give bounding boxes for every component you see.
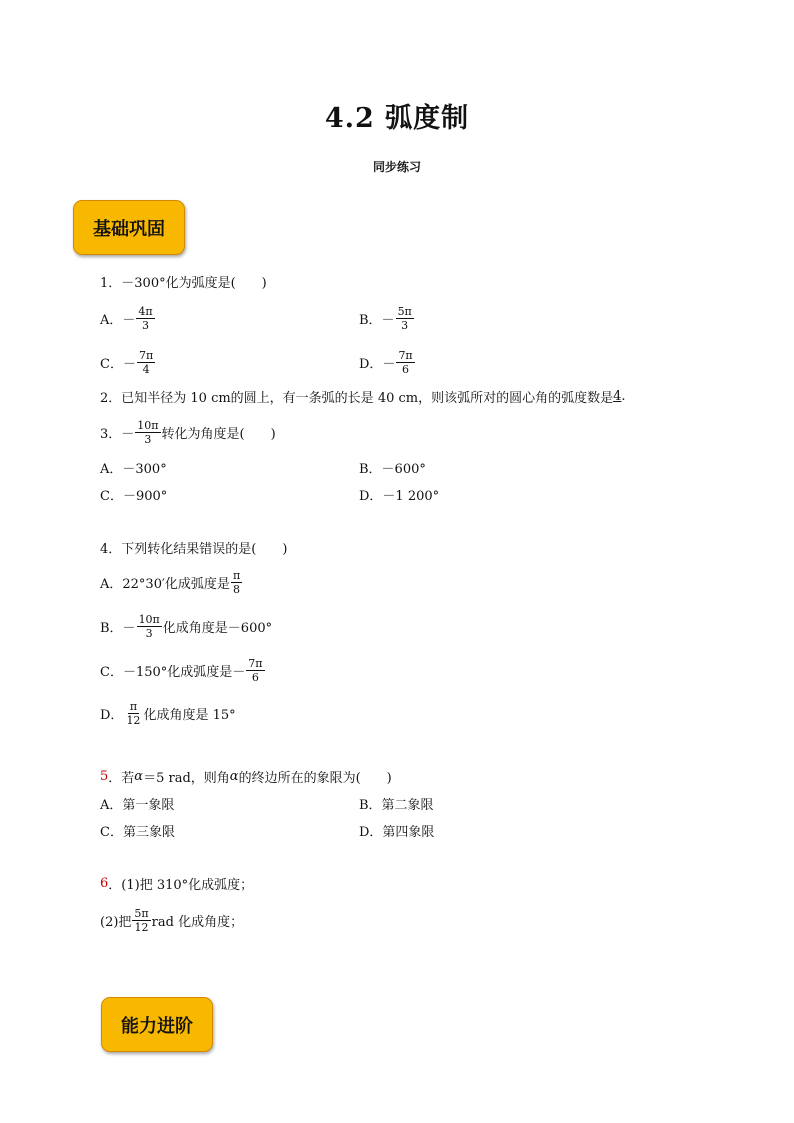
q2-stem: 2．已知半径为 10 cm的圆上，有一条弧的长是 40 cm，则该弧所对的圆心角的弧度数是 4 . <box>100 388 626 406</box>
q1-stem: 1．－300°化为弧度是( ) <box>100 275 267 291</box>
q3-option-b: B．－600° <box>359 461 426 477</box>
fraction: $\frac{10\pi}{3}$ <box>137 418 159 446</box>
q4-stem: 4．下列转化结果错误的是( ) <box>100 541 288 557</box>
fraction: $\frac{7\pi}{4}$ <box>138 348 154 376</box>
fraction: $\frac{4\pi}{3}$ <box>138 304 153 332</box>
q1-option-d: D．－ $\frac{7\pi}{6}$ <box>359 348 413 376</box>
q5-option-b: B．第二象限 <box>359 797 434 813</box>
fraction: $\frac{5\pi}{12}$ <box>134 906 149 934</box>
q4-option-b: B．－ $\frac{10\pi}{3}$ 化成角度是－600° <box>100 612 273 640</box>
q6-part2: (2)把 $\frac{5\pi}{12}$ rad 化成角度； <box>100 906 244 934</box>
q6-part1: 6 ．(1)把 310°化成弧度； <box>100 875 254 893</box>
q3-option-c: C．－900° <box>100 488 168 504</box>
q5-option-d: D．第四象限 <box>359 824 435 840</box>
fraction: $\frac{\pi}{8}$ <box>232 568 241 596</box>
q2-answer: 4 <box>613 388 622 404</box>
q5-option-a: A．第一象限 <box>100 797 175 813</box>
fraction: $\frac{5\pi}{3}$ <box>397 304 412 332</box>
q3-option-d: D．－1 200° <box>359 488 440 504</box>
q1-option-c: C．－ $\frac{7\pi}{4}$ <box>100 348 154 376</box>
q4-option-c: C．－150°化成弧度是－ $\frac{7\pi}{6}$ <box>100 656 263 684</box>
q1-option-a: A．－ $\frac{4\pi}{3}$ <box>100 304 153 332</box>
page-subtitle: 同步练习 <box>372 160 421 174</box>
fraction: $\frac{\pi}{12}$ <box>126 699 141 727</box>
section-badge-basic: 基础巩固 <box>73 200 185 255</box>
q5-option-c: C．第三象限 <box>100 824 175 840</box>
q4-option-d: D． $\frac{\pi}{12}$ 化成角度是 15° <box>100 699 236 727</box>
q3-option-a: A．－300° <box>100 461 167 477</box>
page-title: 4.2 弧度制 <box>324 103 470 134</box>
fraction: $\frac{7\pi}{6}$ <box>398 348 413 376</box>
q4-option-a: A．22°30′化成弧度是 $\frac{\pi}{8}$ <box>100 568 241 596</box>
q5-stem: 5 ．若 α ＝5 rad，则角 α 的终边所在的象限为( ) <box>100 768 392 786</box>
q1-option-b: B．－ $\frac{5\pi}{3}$ <box>359 304 412 332</box>
q3-stem: 3．－ $\frac{10\pi}{3}$ 转化为角度是( ) <box>100 418 276 446</box>
fraction: $\frac{7\pi}{6}$ <box>248 656 263 684</box>
fraction: $\frac{10\pi}{3}$ <box>138 612 160 640</box>
section-badge-advanced: 能力进阶 <box>101 997 213 1052</box>
